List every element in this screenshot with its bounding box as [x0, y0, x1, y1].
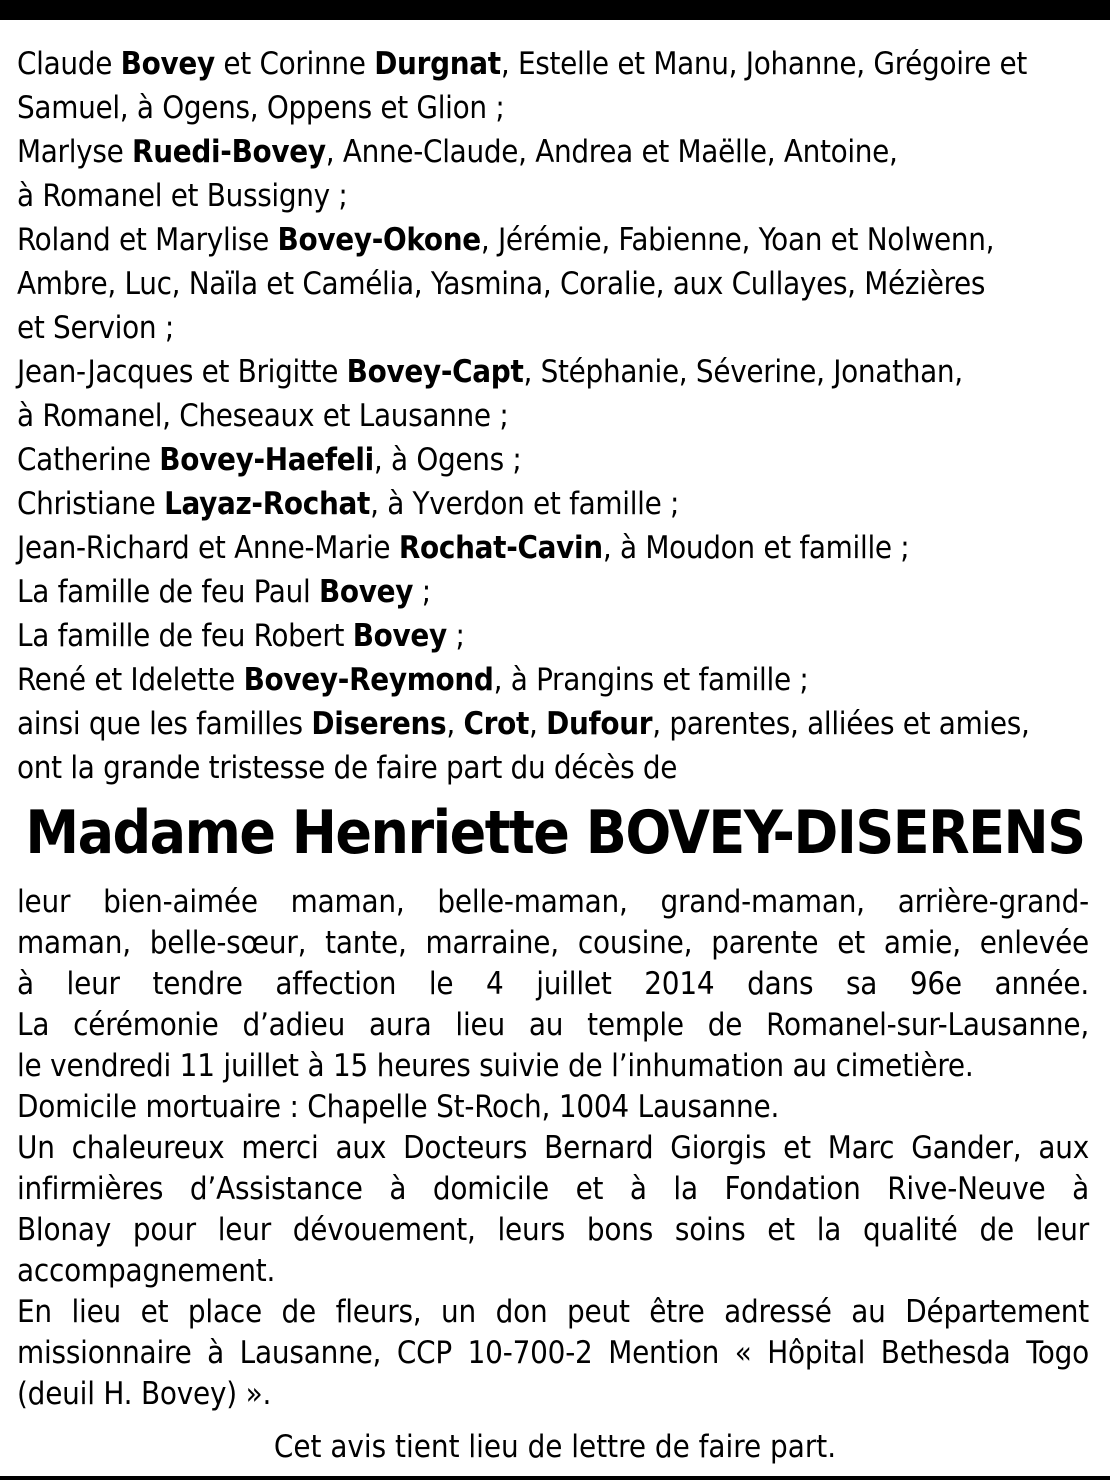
- body-line: La cérémonie d’adieu aura lieu au temple de Romanel-sur-Lausanne,: [17, 1007, 1089, 1043]
- family-text: ,: [528, 706, 547, 742]
- family-text: , à Ogens ;: [373, 442, 522, 478]
- family-text: René et Idelette: [17, 662, 244, 698]
- family-entry-line: [17, 174, 1097, 218]
- family-entry-line: [17, 702, 1097, 746]
- family-entry: [17, 438, 1097, 482]
- family-surname: Bovey: [352, 618, 447, 654]
- body-paragraph: [17, 882, 1089, 1005]
- family-surname: Diserens: [311, 706, 447, 742]
- family-surname: Dufour: [546, 706, 653, 742]
- family-entry: [17, 614, 1097, 658]
- body-paragraph: [17, 1292, 1089, 1415]
- family-entry-line: [17, 526, 1097, 570]
- closing-note: Cet avis tient lieu de lettre de faire part.: [273, 1429, 837, 1465]
- family-text: , Stéphanie, Séverine, Jonathan,: [523, 354, 963, 390]
- family-text: , parentes, alliées et amies,: [652, 706, 1030, 742]
- family-entry: [17, 526, 1097, 570]
- family-surname: Crot: [463, 706, 529, 742]
- body-line: infirmières d’Assistance à domicile et à la Fondation Rive-Neuve à: [17, 1171, 1089, 1207]
- family-entry-line: [17, 658, 1097, 702]
- family-text: ;: [413, 574, 431, 610]
- family-text: , Jérémie, Fabienne, Yoan et Nolwenn,: [480, 222, 995, 258]
- family-entry-line: [17, 42, 1097, 86]
- body-line: Domicile mortuaire : Chapelle St-Roch, 1004 Lausanne.: [17, 1089, 780, 1125]
- family-text: à Romanel, Cheseaux et Lausanne ;: [17, 398, 509, 434]
- family-entry: [17, 42, 1097, 130]
- body-line: leur bien-aimée maman, belle-maman, grand-maman, arrière-grand-: [17, 884, 1089, 920]
- family-list: [17, 42, 1097, 790]
- family-text: Jean-Jacques et Brigitte: [17, 354, 347, 390]
- family-surname: Layaz-Rochat: [164, 486, 371, 522]
- family-text: Catherine: [17, 442, 160, 478]
- family-entry-line: [17, 130, 1097, 174]
- body-paragraph: [17, 1005, 1089, 1087]
- body-line: missionnaire à Lausanne, CCP 10-700-2 Mention « Hôpital Bethesda Togo: [17, 1335, 1089, 1371]
- family-text: ,: [446, 706, 464, 742]
- family-surname: Bovey-Reymond: [243, 662, 494, 698]
- body-line: le vendredi 11 juillet à 15 heures suivie de l’inhumation au cimetière.: [17, 1048, 974, 1084]
- body-line: Blonay pour leur dévouement, leurs bons soins et la qualité de leur: [17, 1212, 1089, 1248]
- family-entry: [17, 482, 1097, 526]
- family-entry-line: [17, 350, 1097, 394]
- family-entry: [17, 570, 1097, 614]
- family-surname: Bovey-Capt: [346, 354, 524, 390]
- family-surname: Bovey-Haefeli: [159, 442, 374, 478]
- family-surname: Bovey: [120, 46, 215, 82]
- family-entry-line: [17, 394, 1097, 438]
- family-text: ainsi que les familles: [17, 706, 312, 742]
- family-surname: Bovey-Okone: [277, 222, 481, 258]
- family-text: , à Yverdon et famille ;: [370, 486, 680, 522]
- family-entry: [17, 218, 1097, 350]
- family-text: Claude: [17, 46, 121, 82]
- family-entry-line: [17, 614, 1097, 658]
- family-text: , Anne-Claude, Andrea et Maëlle, Antoine,: [325, 134, 898, 170]
- body-line: maman, belle-sœur, tante, marraine, cousine, parente et amie, enlevée: [17, 925, 1089, 961]
- family-entry-line: [17, 262, 1097, 306]
- body-line: accompagnement.: [17, 1253, 276, 1289]
- announcement-intro: ont la grande tristesse de faire part du décès de: [17, 750, 678, 786]
- family-text: Samuel, à Ogens, Oppens et Glion ;: [17, 90, 505, 126]
- family-text: , à Moudon et famille ;: [602, 530, 910, 566]
- body-line: Un chaleureux merci aux Docteurs Bernard Giorgis et Marc Gander, aux: [17, 1130, 1089, 1166]
- family-entry: [17, 702, 1097, 746]
- family-text: Jean-Richard et Anne-Marie: [17, 530, 399, 566]
- family-surname: Ruedi-Bovey: [132, 134, 326, 170]
- family-entry: [17, 350, 1097, 438]
- family-entry: [17, 658, 1097, 702]
- family-surname: Durgnat: [374, 46, 501, 82]
- family-text: Christiane: [17, 486, 165, 522]
- family-text: , Estelle et Manu, Johanne, Grégoire et: [500, 46, 1028, 82]
- family-text: La famille de feu Robert: [17, 618, 353, 654]
- family-text: ;: [446, 618, 465, 654]
- family-text: Ambre, Luc, Naïla et Camélia, Yasmina, Coralie, aux Cullayes, Mézières: [17, 266, 986, 302]
- family-text: Roland et Marylise: [17, 222, 278, 258]
- family-text: et Servion ;: [17, 310, 174, 346]
- top-border-rule: [0, 0, 1110, 20]
- family-text: , à Prangins et famille ;: [493, 662, 809, 698]
- body-paragraph: [17, 1128, 1089, 1292]
- family-entry-line: [17, 306, 1097, 350]
- family-surname: Rochat-Cavin: [398, 530, 603, 566]
- family-text: La famille de feu Paul: [17, 574, 319, 610]
- deceased-name: Madame Henriette BOVEY-DISERENS: [25, 798, 1085, 868]
- body-line: (deuil H. Bovey) ».: [17, 1376, 272, 1412]
- family-entry-line: [17, 482, 1097, 526]
- body-paragraph: [17, 1087, 1089, 1128]
- body-line: à leur tendre affection le 4 juillet 2014 dans sa 96e année.: [17, 966, 1089, 1002]
- family-entry-line: [17, 86, 1097, 130]
- family-entry-line: [17, 438, 1097, 482]
- family-text: et Corinne: [214, 46, 375, 82]
- family-entry: [17, 130, 1097, 218]
- family-text: Marlyse: [17, 134, 133, 170]
- family-text: à Romanel et Bussigny ;: [17, 178, 348, 214]
- body-line: En lieu et place de fleurs, un don peut être adressé au Département: [17, 1294, 1089, 1330]
- bottom-border-rule: [0, 1476, 1110, 1480]
- family-surname: Bovey: [318, 574, 414, 610]
- family-entry-line: [17, 218, 1097, 262]
- announcement-body: [17, 882, 1089, 1415]
- family-entry-line: [17, 570, 1097, 614]
